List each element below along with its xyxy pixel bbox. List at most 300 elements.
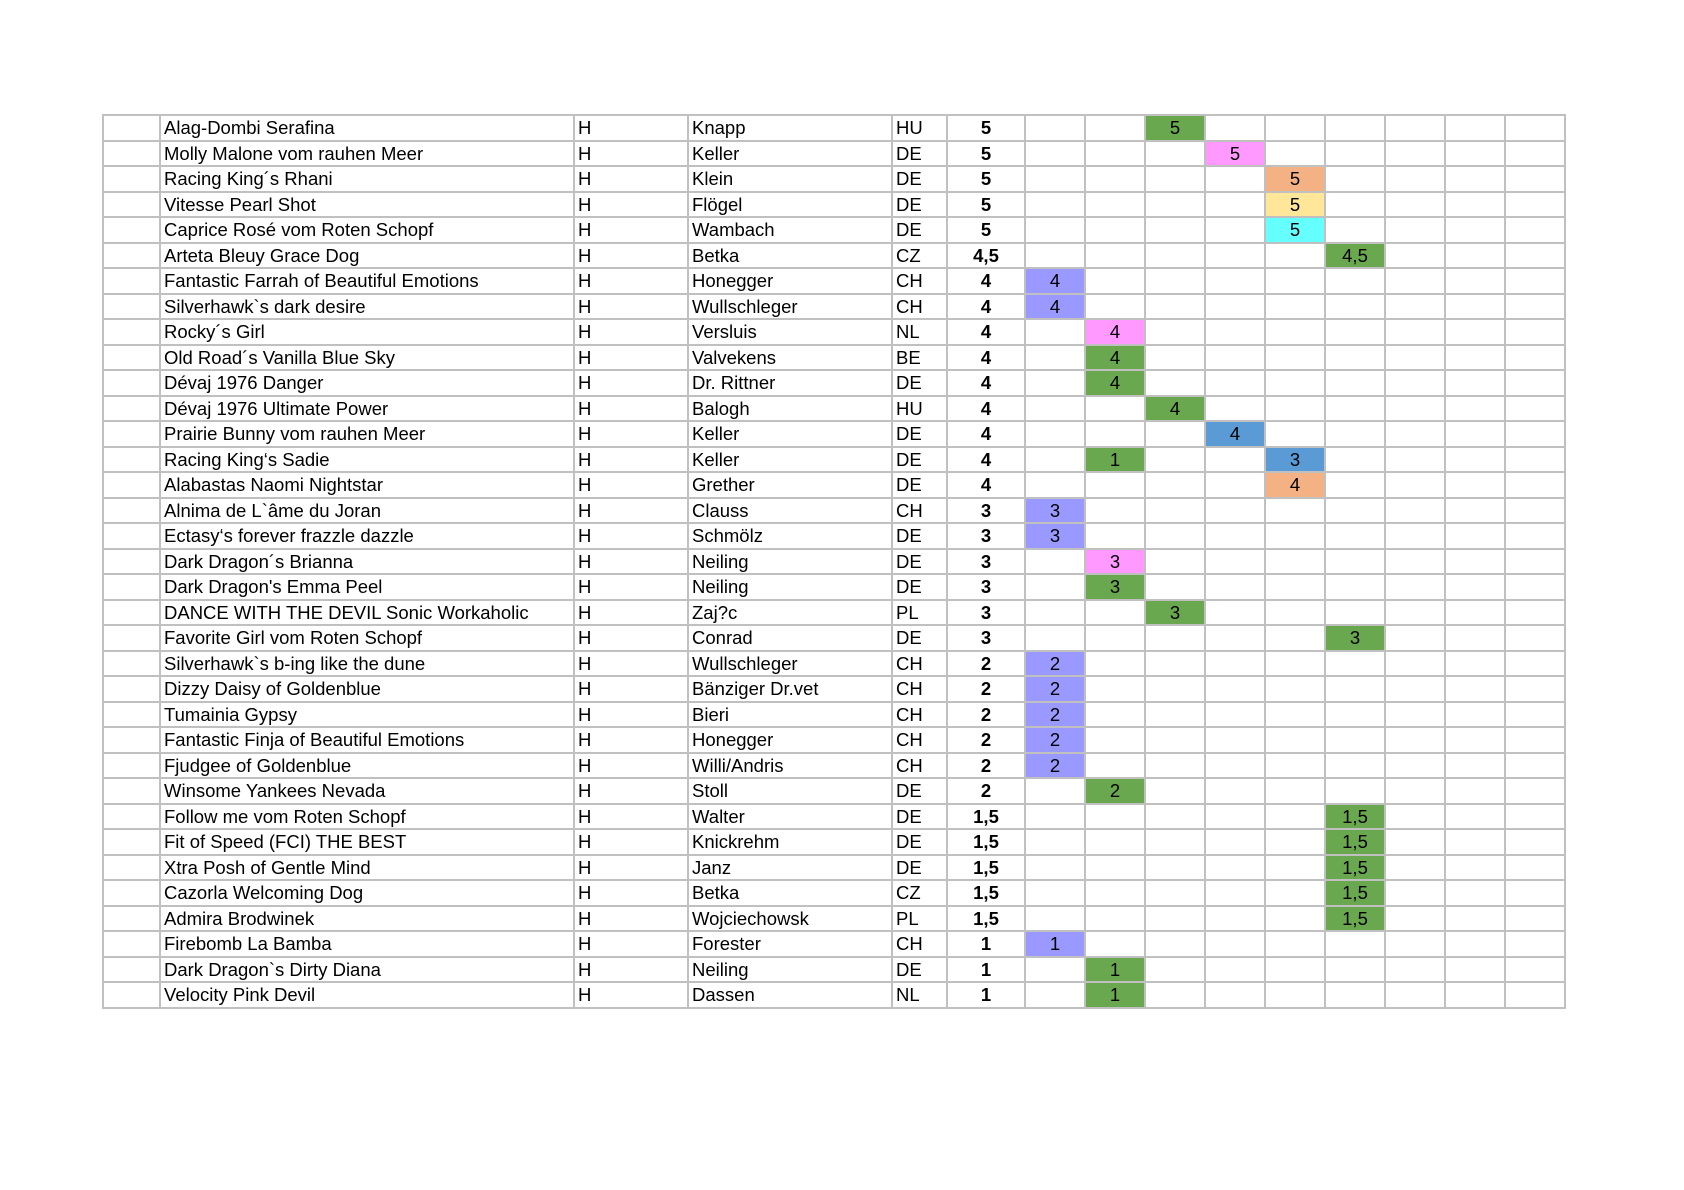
dog-name-cell: Alabastas Naomi Nightstar xyxy=(160,472,574,498)
total-points-cell: 5 xyxy=(947,166,1025,192)
rank-cell xyxy=(103,345,160,371)
score-cell xyxy=(1145,906,1205,932)
score-cell xyxy=(1265,600,1325,626)
score-cell: 5 xyxy=(1205,141,1265,167)
table-row xyxy=(103,931,1565,957)
rank-cell xyxy=(103,268,160,294)
rank-cell xyxy=(103,702,160,728)
score-cell xyxy=(1145,982,1205,1008)
owner-cell: Flögel xyxy=(688,192,892,218)
score-cell xyxy=(1085,217,1145,243)
score-cell xyxy=(1205,549,1265,575)
total-points-cell: 4 xyxy=(947,370,1025,396)
country-cell: CH xyxy=(892,727,947,753)
total-points-cell: 2 xyxy=(947,676,1025,702)
total-points-cell: 4,5 xyxy=(947,243,1025,269)
country-cell: DE xyxy=(892,625,947,651)
total-points-cell: 3 xyxy=(947,523,1025,549)
score-cell xyxy=(1385,472,1445,498)
country-cell: CZ xyxy=(892,880,947,906)
score-cell xyxy=(1505,829,1565,855)
score-cell xyxy=(1385,778,1445,804)
owner-cell: Wullschleger xyxy=(688,651,892,677)
score-cell: 4 xyxy=(1265,472,1325,498)
score-cell xyxy=(1385,268,1445,294)
results-table xyxy=(102,114,1566,1009)
score-cell xyxy=(1505,727,1565,753)
score-cell xyxy=(1325,319,1385,345)
score-cell xyxy=(1085,931,1145,957)
score-cell xyxy=(1205,829,1265,855)
score-cell xyxy=(1205,166,1265,192)
score-cell xyxy=(1325,651,1385,677)
score-cell xyxy=(1025,906,1085,932)
dog-name-cell: Alag-Dombi Serafina xyxy=(160,115,574,141)
score-cell xyxy=(1205,957,1265,983)
rank-cell xyxy=(103,982,160,1008)
score-cell xyxy=(1505,855,1565,881)
score-cell xyxy=(1505,804,1565,830)
score-cell xyxy=(1445,396,1505,422)
dog-name-cell: Caprice Rosé vom Roten Schopf xyxy=(160,217,574,243)
total-points-cell: 4 xyxy=(947,294,1025,320)
score-cell xyxy=(1145,549,1205,575)
total-points-cell: 4 xyxy=(947,345,1025,371)
score-cell xyxy=(1445,115,1505,141)
score-cell: 3 xyxy=(1325,625,1385,651)
score-cell xyxy=(1325,268,1385,294)
score-cell xyxy=(1205,396,1265,422)
score-cell xyxy=(1265,676,1325,702)
score-cell xyxy=(1205,345,1265,371)
table-row xyxy=(103,702,1565,728)
score-cell xyxy=(1325,141,1385,167)
score-cell xyxy=(1265,829,1325,855)
score-cell xyxy=(1385,855,1445,881)
score-cell xyxy=(1205,702,1265,728)
score-cell xyxy=(1265,574,1325,600)
rank-cell xyxy=(103,957,160,983)
country-cell: CH xyxy=(892,268,947,294)
table-row xyxy=(103,243,1565,269)
sex-cell: H xyxy=(574,676,688,702)
owner-cell: Keller xyxy=(688,447,892,473)
score-cell xyxy=(1445,523,1505,549)
country-cell: DE xyxy=(892,472,947,498)
sex-cell: H xyxy=(574,625,688,651)
sex-cell: H xyxy=(574,727,688,753)
score-cell xyxy=(1085,829,1145,855)
score-cell: 2 xyxy=(1025,753,1085,779)
score-cell xyxy=(1505,421,1565,447)
owner-cell: Balogh xyxy=(688,396,892,422)
country-cell: DE xyxy=(892,829,947,855)
rank-cell xyxy=(103,651,160,677)
score-cell xyxy=(1145,243,1205,269)
score-cell xyxy=(1145,625,1205,651)
score-cell: 5 xyxy=(1265,166,1325,192)
country-cell: CH xyxy=(892,498,947,524)
score-cell xyxy=(1085,906,1145,932)
country-cell: DE xyxy=(892,166,947,192)
rank-cell xyxy=(103,498,160,524)
score-cell xyxy=(1505,294,1565,320)
score-cell xyxy=(1205,192,1265,218)
score-cell xyxy=(1025,549,1085,575)
owner-cell: Neiling xyxy=(688,549,892,575)
sex-cell: H xyxy=(574,345,688,371)
score-cell xyxy=(1265,319,1325,345)
score-cell xyxy=(1445,982,1505,1008)
score-cell xyxy=(1085,166,1145,192)
table-row xyxy=(103,829,1565,855)
score-cell xyxy=(1445,600,1505,626)
table-row xyxy=(103,166,1565,192)
score-cell xyxy=(1385,651,1445,677)
score-cell xyxy=(1205,804,1265,830)
total-points-cell: 5 xyxy=(947,192,1025,218)
table-row xyxy=(103,804,1565,830)
rank-cell xyxy=(103,192,160,218)
score-cell: 3 xyxy=(1085,549,1145,575)
country-cell: CZ xyxy=(892,243,947,269)
score-cell xyxy=(1025,880,1085,906)
table-row xyxy=(103,625,1565,651)
rank-cell xyxy=(103,294,160,320)
total-points-cell: 5 xyxy=(947,217,1025,243)
score-cell xyxy=(1265,498,1325,524)
score-cell: 3 xyxy=(1265,447,1325,473)
sex-cell: H xyxy=(574,600,688,626)
score-cell xyxy=(1145,574,1205,600)
score-cell xyxy=(1145,294,1205,320)
owner-cell: Valvekens xyxy=(688,345,892,371)
table-row xyxy=(103,115,1565,141)
country-cell: DE xyxy=(892,192,947,218)
score-cell xyxy=(1505,931,1565,957)
total-points-cell: 4 xyxy=(947,421,1025,447)
score-cell: 3 xyxy=(1025,498,1085,524)
score-cell xyxy=(1325,778,1385,804)
score-cell xyxy=(1265,804,1325,830)
dog-name-cell: Favorite Girl vom Roten Schopf xyxy=(160,625,574,651)
score-cell xyxy=(1385,243,1445,269)
score-cell xyxy=(1445,753,1505,779)
country-cell: CH xyxy=(892,676,947,702)
score-cell xyxy=(1025,855,1085,881)
dog-name-cell: Vitesse Pearl Shot xyxy=(160,192,574,218)
score-cell xyxy=(1325,957,1385,983)
score-cell xyxy=(1325,931,1385,957)
score-cell xyxy=(1445,319,1505,345)
total-points-cell: 2 xyxy=(947,778,1025,804)
sex-cell: H xyxy=(574,906,688,932)
score-cell xyxy=(1505,498,1565,524)
total-points-cell: 1,5 xyxy=(947,804,1025,830)
score-cell xyxy=(1325,676,1385,702)
country-cell: NL xyxy=(892,982,947,1008)
score-cell xyxy=(1265,702,1325,728)
score-cell xyxy=(1025,396,1085,422)
score-cell xyxy=(1085,804,1145,830)
score-cell xyxy=(1445,778,1505,804)
owner-cell: Clauss xyxy=(688,498,892,524)
total-points-cell: 4 xyxy=(947,447,1025,473)
score-cell xyxy=(1205,498,1265,524)
score-cell: 1 xyxy=(1085,447,1145,473)
score-cell xyxy=(1025,574,1085,600)
score-cell xyxy=(1145,676,1205,702)
rank-cell xyxy=(103,319,160,345)
score-cell xyxy=(1085,141,1145,167)
score-cell xyxy=(1325,447,1385,473)
score-cell xyxy=(1205,574,1265,600)
score-cell xyxy=(1085,115,1145,141)
table-row xyxy=(103,192,1565,218)
score-cell: 2 xyxy=(1025,651,1085,677)
score-cell xyxy=(1505,115,1565,141)
owner-cell: Schmölz xyxy=(688,523,892,549)
rank-cell xyxy=(103,625,160,651)
score-cell xyxy=(1505,880,1565,906)
total-points-cell: 4 xyxy=(947,396,1025,422)
owner-cell: Betka xyxy=(688,243,892,269)
dog-name-cell: Alnima de L`âme du Joran xyxy=(160,498,574,524)
country-cell: CH xyxy=(892,294,947,320)
total-points-cell: 4 xyxy=(947,472,1025,498)
score-cell xyxy=(1265,982,1325,1008)
score-cell: 5 xyxy=(1265,217,1325,243)
score-cell xyxy=(1265,906,1325,932)
score-cell xyxy=(1325,498,1385,524)
rank-cell xyxy=(103,166,160,192)
sex-cell: H xyxy=(574,319,688,345)
score-cell xyxy=(1505,472,1565,498)
dog-name-cell: Ectasy‘s forever frazzle dazzle xyxy=(160,523,574,549)
score-cell xyxy=(1445,931,1505,957)
table-row xyxy=(103,855,1565,881)
score-cell: 1 xyxy=(1085,957,1145,983)
country-cell: DE xyxy=(892,523,947,549)
owner-cell: Knapp xyxy=(688,115,892,141)
score-cell xyxy=(1445,880,1505,906)
table-row xyxy=(103,498,1565,524)
total-points-cell: 5 xyxy=(947,141,1025,167)
dog-name-cell: Tumainia Gypsy xyxy=(160,702,574,728)
score-cell xyxy=(1445,192,1505,218)
rank-cell xyxy=(103,447,160,473)
score-cell xyxy=(1145,727,1205,753)
score-cell xyxy=(1085,472,1145,498)
sex-cell: H xyxy=(574,957,688,983)
sex-cell: H xyxy=(574,166,688,192)
score-cell xyxy=(1265,753,1325,779)
table-row xyxy=(103,370,1565,396)
table-row xyxy=(103,472,1565,498)
table-row xyxy=(103,676,1565,702)
score-cell xyxy=(1145,421,1205,447)
score-cell xyxy=(1025,472,1085,498)
score-cell xyxy=(1265,396,1325,422)
rank-cell xyxy=(103,549,160,575)
score-cell xyxy=(1265,727,1325,753)
score-cell xyxy=(1385,523,1445,549)
score-cell xyxy=(1445,498,1505,524)
score-cell xyxy=(1505,447,1565,473)
score-cell xyxy=(1445,625,1505,651)
score-cell xyxy=(1325,702,1385,728)
total-points-cell: 2 xyxy=(947,702,1025,728)
country-cell: DE xyxy=(892,549,947,575)
score-cell xyxy=(1145,855,1205,881)
score-cell xyxy=(1025,370,1085,396)
owner-cell: Versluis xyxy=(688,319,892,345)
score-cell xyxy=(1085,625,1145,651)
rank-cell xyxy=(103,421,160,447)
owner-cell: Conrad xyxy=(688,625,892,651)
dog-name-cell: Xtra Posh of Gentle Mind xyxy=(160,855,574,881)
score-cell: 4 xyxy=(1205,421,1265,447)
sex-cell: H xyxy=(574,370,688,396)
sex-cell: H xyxy=(574,778,688,804)
score-cell xyxy=(1505,702,1565,728)
score-cell xyxy=(1025,447,1085,473)
score-cell xyxy=(1385,753,1445,779)
score-cell xyxy=(1265,651,1325,677)
sex-cell: H xyxy=(574,243,688,269)
rank-cell xyxy=(103,141,160,167)
score-cell xyxy=(1265,421,1325,447)
score-cell xyxy=(1385,115,1445,141)
total-points-cell: 1,5 xyxy=(947,880,1025,906)
score-cell xyxy=(1505,396,1565,422)
score-cell xyxy=(1445,829,1505,855)
country-cell: PL xyxy=(892,600,947,626)
sex-cell: H xyxy=(574,855,688,881)
score-cell xyxy=(1205,676,1265,702)
score-cell xyxy=(1085,294,1145,320)
score-cell: 1 xyxy=(1025,931,1085,957)
rank-cell xyxy=(103,396,160,422)
score-cell xyxy=(1445,421,1505,447)
score-cell xyxy=(1445,702,1505,728)
score-cell xyxy=(1505,778,1565,804)
table-row xyxy=(103,753,1565,779)
score-cell xyxy=(1145,804,1205,830)
score-cell xyxy=(1025,982,1085,1008)
score-cell: 2 xyxy=(1025,702,1085,728)
score-cell xyxy=(1385,574,1445,600)
score-cell xyxy=(1205,727,1265,753)
table-row xyxy=(103,447,1565,473)
sex-cell: H xyxy=(574,804,688,830)
score-cell: 2 xyxy=(1025,727,1085,753)
table-row xyxy=(103,396,1565,422)
dog-name-cell: Dizzy Daisy of Goldenblue xyxy=(160,676,574,702)
score-cell xyxy=(1505,957,1565,983)
score-cell xyxy=(1385,931,1445,957)
country-cell: DE xyxy=(892,855,947,881)
score-cell: 1,5 xyxy=(1325,829,1385,855)
score-cell xyxy=(1145,523,1205,549)
total-points-cell: 4 xyxy=(947,319,1025,345)
country-cell: PL xyxy=(892,906,947,932)
country-cell: DE xyxy=(892,574,947,600)
table-row xyxy=(103,880,1565,906)
score-cell xyxy=(1445,727,1505,753)
score-cell xyxy=(1385,727,1445,753)
score-cell xyxy=(1445,651,1505,677)
score-cell: 4,5 xyxy=(1325,243,1385,269)
owner-cell: Wambach xyxy=(688,217,892,243)
score-cell xyxy=(1145,753,1205,779)
score-cell: 3 xyxy=(1145,600,1205,626)
sex-cell: H xyxy=(574,192,688,218)
rank-cell xyxy=(103,243,160,269)
table-row xyxy=(103,319,1565,345)
owner-cell: Keller xyxy=(688,141,892,167)
dog-name-cell: Fit of Speed (FCI) THE BEST xyxy=(160,829,574,855)
score-cell xyxy=(1025,829,1085,855)
score-cell xyxy=(1385,319,1445,345)
score-cell xyxy=(1445,804,1505,830)
owner-cell: Keller xyxy=(688,421,892,447)
rank-cell xyxy=(103,727,160,753)
score-cell xyxy=(1505,600,1565,626)
score-cell xyxy=(1385,625,1445,651)
score-cell xyxy=(1505,268,1565,294)
table-row xyxy=(103,651,1565,677)
score-cell xyxy=(1205,906,1265,932)
rank-cell xyxy=(103,906,160,932)
owner-cell: Honegger xyxy=(688,727,892,753)
score-cell xyxy=(1505,982,1565,1008)
sex-cell: H xyxy=(574,141,688,167)
table-row xyxy=(103,345,1565,371)
score-cell xyxy=(1205,447,1265,473)
table-row xyxy=(103,217,1565,243)
score-cell xyxy=(1265,115,1325,141)
score-cell xyxy=(1025,319,1085,345)
country-cell: CH xyxy=(892,931,947,957)
dog-name-cell: Velocity Pink Devil xyxy=(160,982,574,1008)
score-cell xyxy=(1145,166,1205,192)
score-cell: 4 xyxy=(1025,268,1085,294)
score-cell xyxy=(1385,141,1445,167)
score-cell xyxy=(1145,192,1205,218)
score-cell xyxy=(1145,268,1205,294)
score-cell xyxy=(1205,472,1265,498)
score-cell xyxy=(1385,396,1445,422)
score-cell xyxy=(1085,880,1145,906)
owner-cell: Wojciechowsk xyxy=(688,906,892,932)
score-cell xyxy=(1325,574,1385,600)
owner-cell: Zaj?c xyxy=(688,600,892,626)
dog-name-cell: Winsome Yankees Nevada xyxy=(160,778,574,804)
score-cell xyxy=(1025,141,1085,167)
score-cell xyxy=(1025,600,1085,626)
score-cell xyxy=(1265,957,1325,983)
table-row xyxy=(103,294,1565,320)
rank-cell xyxy=(103,523,160,549)
sex-cell: H xyxy=(574,931,688,957)
score-cell xyxy=(1385,957,1445,983)
score-cell xyxy=(1265,778,1325,804)
score-cell xyxy=(1025,625,1085,651)
rank-cell xyxy=(103,753,160,779)
score-cell xyxy=(1445,268,1505,294)
dog-name-cell: DANCE WITH THE DEVIL Sonic Workaholic xyxy=(160,600,574,626)
